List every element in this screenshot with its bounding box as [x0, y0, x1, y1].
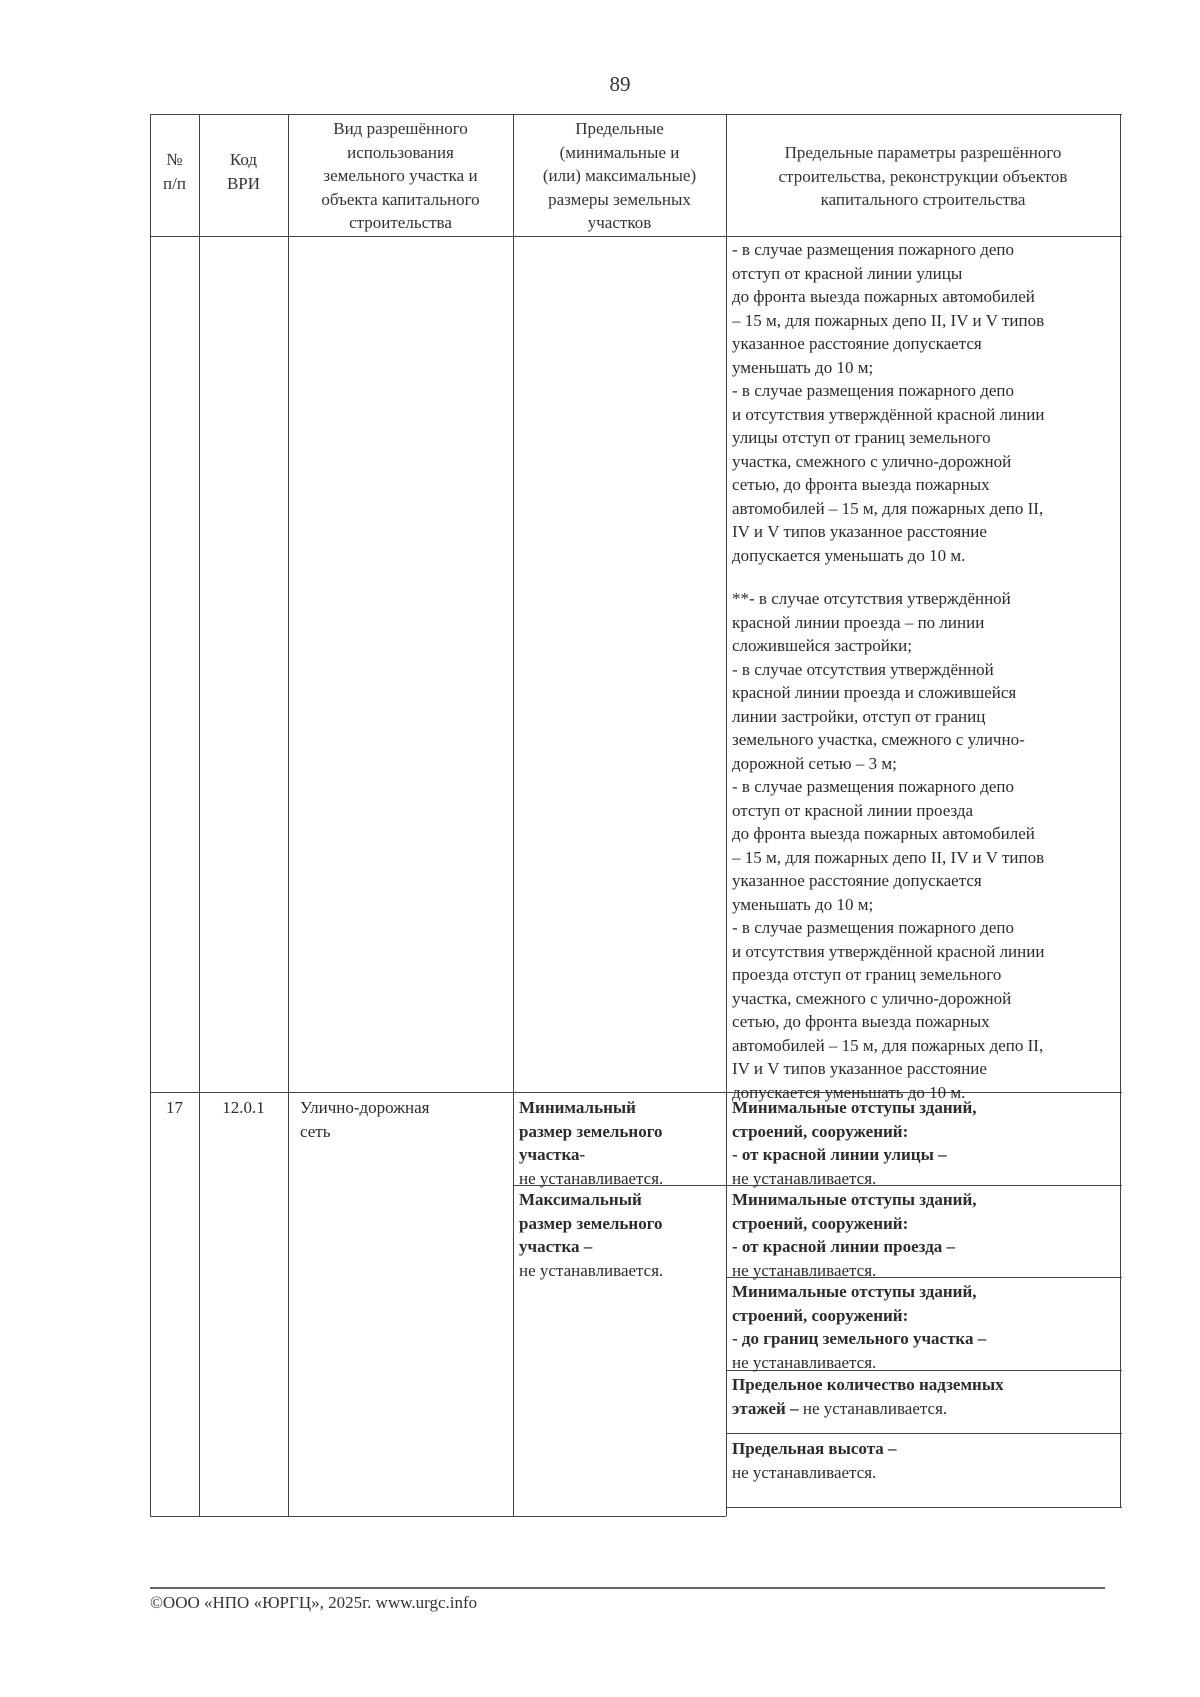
min-size-bold-line [519, 1143, 721, 1167]
header-num [150, 148, 199, 195]
continuation-line: сетью, до фронта выезда пожарных [732, 1012, 990, 1031]
param-value: не устанавливается. [732, 1352, 877, 1372]
row17-param-floors [732, 1373, 1115, 1420]
row17-use-type-line: Улично-дорожная [300, 1098, 430, 1117]
row17-param-setback-passage [732, 1188, 1115, 1282]
param-mixed-line [732, 1397, 1115, 1421]
row17-param-setback-boundary [732, 1280, 1115, 1374]
continuation-line: дорожной сетью – 3 м; [732, 753, 897, 773]
header-use-type-line: строительства [349, 213, 452, 232]
continuation-line: уменьшать до 10 м; [732, 894, 874, 914]
header-plot-size-line: участков [587, 213, 652, 232]
continuation-line: отступ от красной линии улицы [732, 263, 963, 283]
param-value: не устанавливается. [732, 1260, 877, 1280]
continuation-line: - в случае размещения пожарного депо [732, 240, 1014, 259]
param-bold-line [732, 1373, 1115, 1397]
header-use-type [288, 117, 513, 235]
param-bold-text: - от красной линии улицы – [732, 1145, 947, 1164]
header-plot-size-line: (минимальные и [559, 142, 680, 162]
param-bold-line [732, 1235, 1115, 1259]
param-bold-text: Минимальные отступы зданий, [732, 1098, 977, 1117]
continuation-line: красной линии проезда и сложившейся [732, 683, 1017, 702]
header-num-line: № [166, 150, 183, 169]
min-size-bold-text: размер земельного [519, 1121, 663, 1141]
continuation-line: указанное расстояние допускается [732, 871, 982, 890]
continuation-line: сложившейся застройки; [732, 636, 912, 655]
continuation-line: **- в случае отсутствия утверждённой [732, 589, 1011, 608]
continuation-line: допускается уменьшать до 10 м. [732, 545, 966, 565]
continuation-line: проезда отступ от границ земельного [732, 965, 1002, 984]
header-plot-size [513, 117, 726, 235]
continuation-line: улицы отступ от границ земельного [732, 428, 991, 447]
continuation-line: IV и V типов указанное расстояние [732, 522, 987, 541]
param-bold-text: строений, сооружений: [732, 1121, 909, 1141]
param-bold-line [732, 1143, 1115, 1167]
continuation-line: и отсутствия утверждённой красной линии [732, 404, 1045, 424]
header-code-line: Код [229, 150, 258, 169]
header-plot-size-line: Предельные [575, 119, 664, 138]
param-bold-line [732, 1212, 1115, 1236]
param-bold-text: строений, сооружений: [732, 1213, 909, 1233]
param-bold-line [732, 1304, 1115, 1328]
row17-param-setback-street [732, 1096, 1115, 1190]
header-params [726, 141, 1120, 212]
continuation-line: - в случае размещения пожарного депо [732, 381, 1014, 400]
header-params-line: строительства, реконструкции объектов [778, 166, 1068, 186]
min-size-bold-line [519, 1120, 721, 1144]
continuation-line: и отсутствия утверждённой красной линии [732, 941, 1045, 961]
continuation-line: отступ от красной линии проезда [732, 800, 974, 820]
continuation-line: красной линии проезда – по линии [732, 612, 985, 632]
continuation-text [732, 238, 1115, 1104]
continuation-line: участка, смежного с улично-дорожной [732, 451, 1012, 471]
continuation-line: - в случае размещения пожарного депо [732, 918, 1014, 937]
param-bold-line [732, 1437, 1115, 1461]
header-use-type-line: объекта капитального [321, 189, 480, 209]
param-bold-line [732, 1096, 1115, 1120]
param-bold-text: строений, сооружений: [732, 1305, 909, 1325]
header-code-line: ВРИ [226, 173, 261, 193]
continuation-line: - в случае отсутствия утверждённой [732, 659, 994, 679]
param-bold-line [732, 1327, 1115, 1351]
row17-min-size [519, 1096, 721, 1190]
param-bold-text: Предельное количество надземных [732, 1375, 1004, 1394]
footer-copyright: ©ООО «НПО «ЮРГЦ», 2025г. www.urgc.info [150, 1593, 478, 1612]
param-bold-text: Предельная высота – [732, 1439, 897, 1458]
continuation-line: линии застройки, отступ от границ [732, 706, 986, 726]
continuation-line: до фронта выезда пожарных автомобилей [732, 287, 1035, 306]
header-params-line: Предельные параметры разрешённого [784, 143, 1062, 162]
param-bold-text: Минимальные отступы зданий, [732, 1190, 977, 1209]
row17-use-type [300, 1096, 510, 1143]
footer-rule [150, 1587, 1105, 1589]
max-size-bold-line [519, 1235, 721, 1259]
continuation-line: уменьшать до 10 м; [732, 357, 874, 377]
param-bold-text: Минимальные отступы зданий, [732, 1282, 977, 1301]
paragraph-gap [732, 567, 1115, 587]
continuation-line: - в случае размещения пожарного депо [732, 777, 1014, 796]
header-num-line: п/п [163, 173, 186, 193]
header-plot-size-line: (или) максимальные) [542, 166, 697, 185]
row17-code: 12.0.1 [222, 1098, 265, 1117]
max-size-bold-line [519, 1188, 721, 1212]
continuation-line: – 15 м, для пожарных депо II, IV и V типов [732, 310, 1045, 330]
row17-use-type-line: сеть [300, 1121, 331, 1141]
max-size-bold-text: размер земельного [519, 1213, 663, 1233]
param-bold-line [732, 1280, 1115, 1304]
param-value: не устанавливается. [802, 1398, 948, 1418]
header-use-type-line: использования [347, 142, 454, 162]
continuation-line: IV и V типов указанное расстояние [732, 1059, 987, 1078]
param-value: не устанавливается. [732, 1462, 877, 1482]
row17-param-height [732, 1437, 1115, 1484]
min-size-bold-line [519, 1096, 721, 1120]
min-size-bold-text: участка- [519, 1145, 586, 1164]
header-code [199, 148, 288, 195]
min-size-value: не устанавливается. [519, 1168, 664, 1188]
header-params-line: капитального строительства [820, 190, 1026, 209]
row17-max-size [519, 1188, 721, 1282]
header-use-type-line: земельного участка и [323, 166, 478, 185]
continuation-line: автомобилей – 15 м, для пожарных депо II, [732, 498, 1044, 518]
land-use-table [150, 114, 1122, 1516]
continuation-line: участка, смежного с улично-дорожной [732, 988, 1012, 1008]
continuation-line: автомобилей – 15 м, для пожарных депо II, [732, 1035, 1044, 1055]
continuation-line: допускается уменьшать до 10 м. [732, 1082, 966, 1102]
continuation-line: до фронта выезда пожарных автомобилей [732, 824, 1035, 843]
row17-num: 17 [166, 1098, 183, 1117]
header-use-type-line: Вид разрешённого [333, 119, 468, 138]
page-number: 89 [609, 72, 631, 96]
continuation-line: – 15 м, для пожарных депо II, IV и V типов [732, 847, 1045, 867]
max-size-bold-text: участка – [519, 1237, 593, 1256]
param-value: не устанавливается. [732, 1168, 877, 1188]
max-size-value: не устанавливается. [519, 1260, 664, 1280]
max-size-bold-text: Максимальный [519, 1190, 642, 1209]
continuation-line: земельного участка, смежного с улично- [732, 730, 1025, 749]
param-bold-line [732, 1120, 1115, 1144]
continuation-line: сетью, до фронта выезда пожарных [732, 475, 990, 494]
max-size-bold-line [519, 1212, 721, 1236]
min-size-bold-text: Минимальный [519, 1098, 636, 1117]
header-plot-size-line: размеры земельных [548, 189, 691, 209]
continuation-line: указанное расстояние допускается [732, 334, 982, 353]
param-bold-line [732, 1188, 1115, 1212]
param-bold-text: - от красной линии проезда – [732, 1237, 956, 1256]
param-bold-text: - до границ земельного участка – [732, 1329, 987, 1348]
param-bold-text: этажей – [732, 1398, 799, 1418]
